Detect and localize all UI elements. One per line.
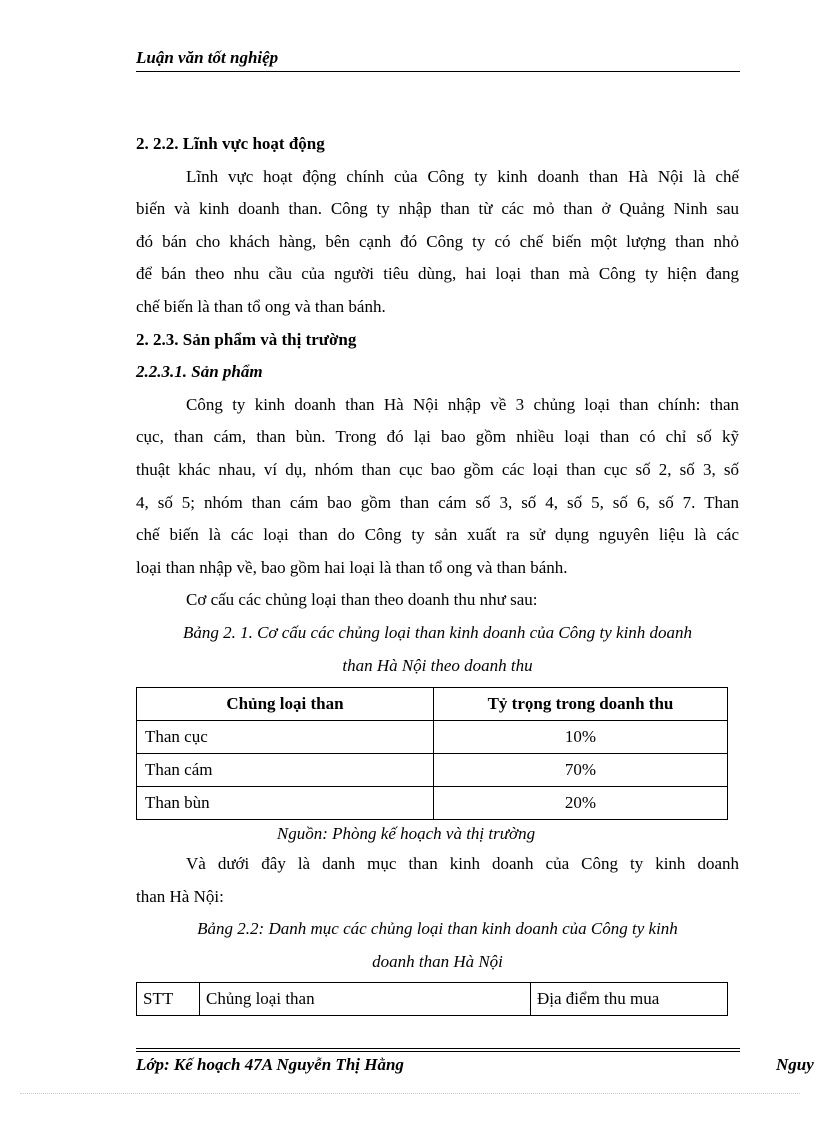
paragraph-line: 4, số 5; nhóm than cám bao gồm than cám số 3, số 4, số 5, số 6, số 7. Than: [136, 492, 739, 512]
section-heading-2-2-3: 2. 2.3. Sản phẩm và thị trường: [136, 329, 357, 349]
paragraph-line: Công ty kinh doanh than Hà Nội nhập về 3 chủng loại than chính: than: [186, 394, 739, 414]
revenue-share-cell: 20%: [434, 787, 728, 820]
section-heading-2-2-2: 2. 2.2. Lĩnh vực hoạt động: [136, 134, 325, 153]
paragraph-line: biến và kinh doanh than. Công ty nhập than từ các mỏ than ở Quảng Ninh sau: [136, 199, 739, 219]
footer-author-overflow: Nguy: [776, 1055, 814, 1074]
paragraph-line: chế biến là các loại than do Công ty sản xuất ra sử dụng nguyên liệu là các: [136, 525, 739, 545]
paragraph-line: chế biến là than tổ ong và than bánh.: [136, 296, 386, 316]
paragraph-line: để bán theo nhu cầu của người tiêu dùng, hai loại than mà Công ty hiện đang: [136, 264, 739, 284]
table1-source: Nguồn: Phòng kế hoạch và thị trường: [276, 824, 536, 844]
table-header-cell: STT: [137, 983, 200, 1016]
table-header-cell: Địa điểm thu mua: [531, 983, 728, 1016]
table-header-row: [137, 688, 728, 721]
paragraph-line: thuật khác nhau, ví dụ, nhóm than cục bao gồm các loại than cục số 2, số 3, số: [136, 459, 739, 479]
footer-rule: [136, 1051, 740, 1052]
paragraph-line: cục, than cám, than bùn. Trong đó lại bao gồm nhiều loại than có chỉ số kỹ: [136, 427, 739, 447]
revenue-share-cell: 10%: [434, 721, 728, 754]
footer-class-author: Lớp: Kế hoạch 47A Nguyễn Thị Hằng: [136, 1055, 404, 1074]
table-row: [137, 754, 728, 787]
table-header-cell: Tỷ trọng trong doanh thu: [434, 688, 728, 721]
paragraph-line: Và dưới đây là danh mục than kinh doanh của Công ty kinh doanh: [186, 854, 739, 874]
table-header-cell: Chủng loại than: [200, 983, 531, 1016]
coal-type-cell: Than bùn: [137, 787, 434, 820]
table1-caption: Bảng 2. 1. Cơ cấu các chủng loại than kinh doanh của Công ty kinh doanh: [182, 622, 693, 642]
table1-caption-cont: than Hà Nội theo doanh thu: [342, 655, 533, 675]
paragraph-line: đó bán cho khách hàng, bên cạnh đó Công ty có chế biến một lượng than nhỏ: [136, 231, 739, 251]
coal-catalog-table: [136, 982, 728, 1016]
coal-type-cell: Than cục: [137, 721, 434, 754]
paragraph-line: loại than nhập về, bao gồm hai loại là than tổ ong và than bánh.: [136, 557, 568, 577]
coal-revenue-table: [136, 687, 728, 820]
table-header-row: [137, 983, 728, 1016]
paragraph-line: than Hà Nội:: [136, 886, 224, 906]
subsection-heading-2-2-3-1: 2.2.3.1. Sản phẩm: [136, 362, 263, 382]
table2-caption: Bảng 2.2: Danh mục các chủng loại than kinh doanh của Công ty kinh: [197, 919, 678, 939]
page-bottom-edge: [20, 1093, 800, 1094]
table-row: [137, 787, 728, 820]
revenue-share-cell: 70%: [434, 754, 728, 787]
header-rule: [136, 71, 740, 72]
coal-type-cell: Than cám: [137, 754, 434, 787]
table2-caption-cont: doanh than Hà Nội: [372, 951, 503, 971]
running-header-title: Luận văn tốt nghiệp: [136, 48, 279, 67]
table-header-cell: Chủng loại than: [137, 688, 434, 721]
table-row: [137, 721, 728, 754]
document-body: [136, 128, 739, 1016]
table-intro-text: Cơ cấu các chủng loại than theo doanh thu như sau:: [186, 590, 538, 610]
footer-rule: [136, 1048, 740, 1049]
paragraph-line: Lĩnh vực hoạt động chính của Công ty kinh doanh than Hà Nội là chế: [186, 166, 739, 186]
